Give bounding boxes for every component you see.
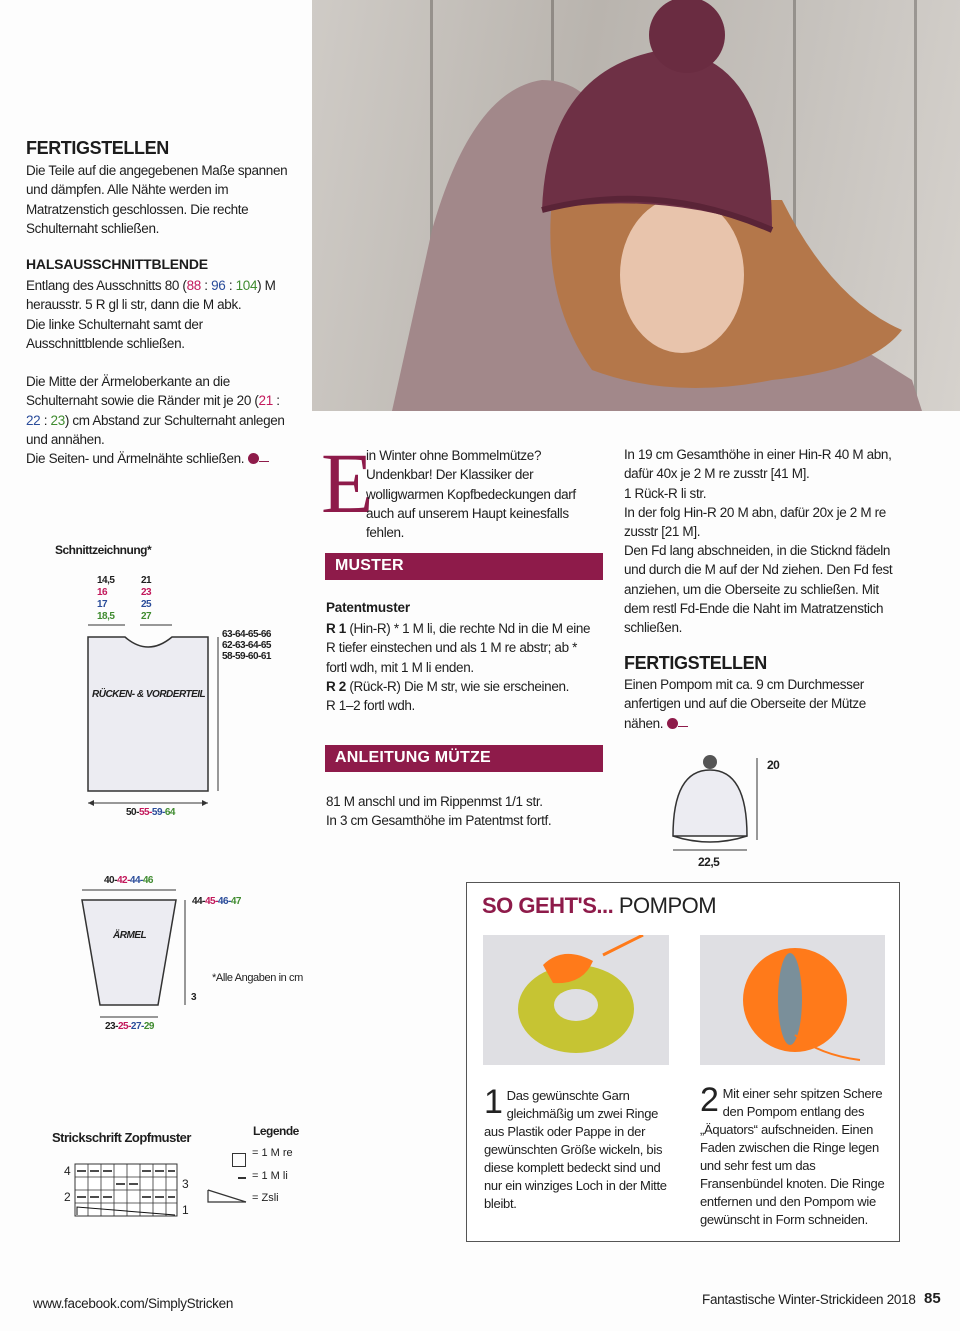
footer-magazine: Fantastische Winter-Strickideen 2018 [702, 1292, 916, 1307]
hero-photo [312, 0, 960, 411]
body-label: RÜCKEN- & VORDERTEIL [92, 689, 206, 700]
patentmuster-heading: Patentmuster [326, 600, 410, 615]
left-fertigstellen-text: Die Teile auf die angegebenen Maße spannen und dämpfen. Alle Nähte werden im Matratzenstich geschlossen. Die rechte Schulternaht schließen. [26, 163, 288, 236]
muster-band: MUSTER [325, 553, 603, 580]
body-pattern-drawing [80, 615, 310, 845]
chart-row-2: 2 [64, 1190, 71, 1204]
legend-purl-text: = 1 M li [252, 1170, 288, 1182]
intro-text: in Winter ohne Bommelmütze? Undenkbar! Der Klassiker der wolligwarmen Kopfbedeckungen darf auch auf unserem Haupt keinesfalls fehlen. [366, 448, 576, 541]
right-text2: 1 Rück-R li str. [624, 486, 707, 501]
halsausschnitt-text: Entlang des Ausschnitts 80 (88 : 96 : 104) M herausstr. 5 R gl li str, dann die M abk. Die linke Schulternaht samt der Ausschnittblende schließen. [26, 278, 276, 351]
legend-knit-symbol [232, 1153, 246, 1167]
anleitung-band: ANLEITUNG MÜTZE [325, 745, 603, 772]
schnitt-col1: 14,5 16 17 18,5 [97, 575, 115, 622]
legend-purl-symbol [238, 1177, 246, 1179]
patentmuster-r1: R 1 (Hin-R) * 1 M li, die rechte Nd in die M eine R tiefer einstechen und als 1 M re abstr; ab * fortl wdh, mit 1 M li enden. [326, 621, 591, 675]
armel-text: Die Mitte der Ärmeloberkante an die Schulternaht sowie die Ränder mit je 20 (21 : 22 : 23) cm Abstand zur Schulternaht anlegen und annähen. Die Seiten- und Ärmelnähte schließen. [26, 374, 285, 467]
left-fertigstellen-heading: FERTIGSTELLEN [26, 138, 169, 158]
page-number: 85 [924, 1290, 941, 1307]
legend-knit-text: = 1 M re [252, 1147, 293, 1159]
chart-row-3: 3 [182, 1177, 189, 1191]
yarn-ball-icon [248, 453, 259, 464]
legend-title: Legende [253, 1124, 299, 1138]
drop-cap: E [321, 435, 374, 531]
sleeve-label: ÄRMEL [113, 930, 147, 941]
pompom-step-2: 2 Mit einer sehr spitzen Schere den Pompom entlang des „Äquators“ aufschneiden. Einen Faden zwischen die Ringe legen und sehr fest um das Fransenbündel knoten. Die Ringe entfernen und den Pompom wie gewünscht in Form schneiden. [700, 1081, 885, 1227]
pompom-title: SO GEHT'S... POMPOM [482, 893, 717, 918]
hat-height: 20 [767, 758, 780, 772]
strickschrift-title: Strickschrift Zopfmuster [52, 1130, 191, 1145]
sleeve-top-width: 40-42-44-46 [104, 875, 153, 886]
halsausschnitt-heading: HALSAUSSCHNITTBLENDE [26, 256, 208, 272]
schnitt-title: Schnittzeichnung* [55, 543, 152, 557]
hat-width: 22,5 [698, 855, 720, 869]
right-text4: Den Fd lang abschneiden, in die Sticknd fädeln und durch die M auf der Nd ziehen. Den Fd fest anziehen, um die Oberseite zu schließen. Mit dem restl Fd-Ende die Naht im Matratzenstich schließen. [624, 543, 893, 636]
right-fertigstellen-heading: FERTIGSTELLEN [624, 653, 767, 673]
footer-url[interactable]: www.facebook.com/SimplyStricken [33, 1296, 234, 1311]
sleeve-bottom-width: 23-25-27-29 [105, 1021, 154, 1032]
right-text1: In 19 cm Gesamthöhe in einer Hin-R 40 M abn, dafür 40x je 2 M re zusstr [41 M]. [624, 447, 892, 482]
right-text3: In der folg Hin-R 20 M abn, dafür 20x je 2 M re zusstr [21 M]. [624, 505, 886, 540]
anleitung-text1: 81 M anschl und im Rippenmst 1/1 str. [326, 794, 543, 809]
hat-diagram [665, 752, 775, 857]
pompom-photo-2 [700, 935, 885, 1065]
knitting-chart-grid [74, 1163, 184, 1219]
chart-row-4: 4 [64, 1164, 71, 1178]
body-width: 50-55-59-64 [126, 807, 175, 818]
schnitt-col2: 21 23 25 27 [141, 575, 152, 622]
sleeve-cuff: 3 [191, 992, 197, 1003]
schnitt-side-measures: 63-64-65-66 62-63-64-65 58-59-60-61 [222, 629, 271, 662]
legend-decrease-symbol [206, 1188, 250, 1204]
patentmuster-r2: R 2 (Rück-R) Die M str, wie sie erscheinen. [326, 679, 570, 694]
anleitung-text2: In 3 cm Gesamthöhe im Patentmst fortf. [326, 813, 552, 828]
chart-row-1: 1 [182, 1203, 189, 1217]
yarn-ball-icon [667, 718, 678, 729]
sleeve-pattern-drawing [78, 885, 208, 1025]
schnitt-note: *Alle Angaben in cm [212, 972, 303, 984]
legend-decrease-text: = Zsli [252, 1192, 279, 1204]
pompom-photo-1 [483, 935, 669, 1065]
right-fertigstellen-text: Einen Pompom mit ca. 9 cm Durchmesser anfertigen und auf die Oberseite der Mütze nähen. [624, 677, 866, 731]
patentmuster-repeat: R 1–2 fortl wdh. [326, 698, 415, 713]
pompom-step-1: 1 Das gewünschte Garn gleichmäßig um zwei Ringe aus Plastik oder Pappe in der gewünschten Größe wickeln, bis diese komplett bedeckt sind und nur ein winziges Loch in der Mitte bleibt. [484, 1083, 667, 1211]
sleeve-height: 44-45-46-47 [192, 896, 241, 907]
